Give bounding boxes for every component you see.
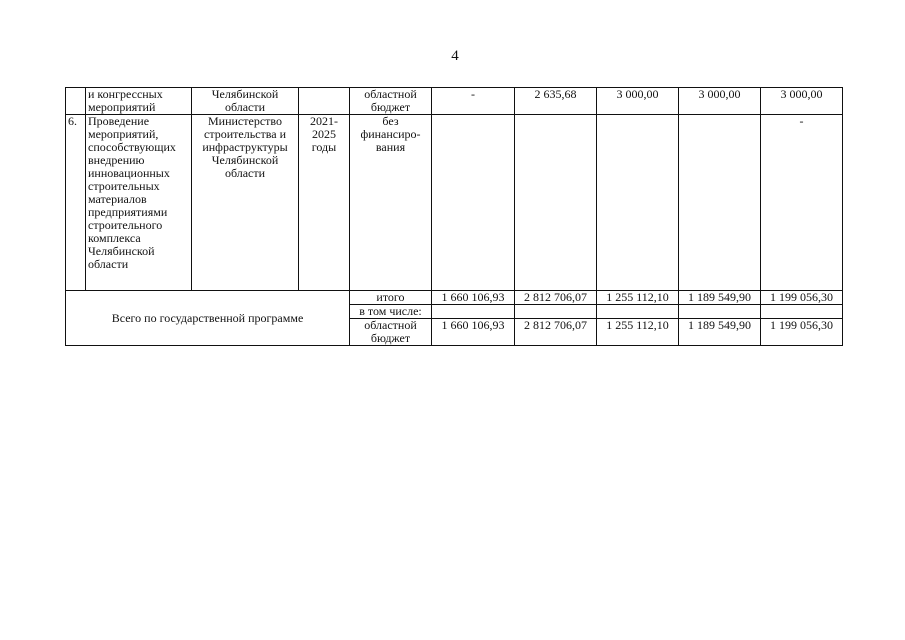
empty-cell bbox=[515, 305, 597, 319]
value-cell: 1 189 549,90 bbox=[679, 319, 761, 346]
value-cell bbox=[679, 115, 761, 291]
value-cell: - bbox=[432, 88, 515, 115]
including-label: в том числе: bbox=[350, 305, 432, 319]
period: 2021- 2025 годы bbox=[299, 115, 350, 291]
executor: Министерство строительства и инфраструктуры Челябинской области bbox=[192, 115, 299, 291]
funding-source: областной бюджет bbox=[350, 88, 432, 115]
value-cell: 1 199 056,30 bbox=[761, 291, 843, 305]
value-cell: 1 660 106,93 bbox=[432, 291, 515, 305]
value-cell: 1 255 112,10 bbox=[597, 319, 679, 346]
value-cell: 1 199 056,30 bbox=[761, 319, 843, 346]
table-row bbox=[66, 115, 843, 291]
value-cell bbox=[515, 115, 597, 291]
period bbox=[299, 88, 350, 115]
funding-source: без финансиро- вания bbox=[350, 115, 432, 291]
value-cell bbox=[432, 115, 515, 291]
budget-label: областной бюджет bbox=[350, 319, 432, 346]
itogo-label: итого bbox=[350, 291, 432, 305]
activity-name: Проведение мероприятий, способствующих внедрению инновационных строительных материалов предприятиями строительного комплекса Челябинской области bbox=[86, 115, 192, 291]
value-cell: 1 255 112,10 bbox=[597, 291, 679, 305]
value-cell: 2 812 706,07 bbox=[515, 291, 597, 305]
value-cell: 1 189 549,90 bbox=[679, 291, 761, 305]
total-row-itogo bbox=[66, 291, 843, 305]
empty-cell bbox=[761, 305, 843, 319]
value-cell: 3 000,00 bbox=[597, 88, 679, 115]
value-cell: - bbox=[761, 115, 843, 291]
value-cell: 1 660 106,93 bbox=[432, 319, 515, 346]
executor: Челябинской области bbox=[192, 88, 299, 115]
page-number: 4 bbox=[451, 48, 459, 64]
value-cell bbox=[597, 115, 679, 291]
total-label: Всего по государственной программе bbox=[66, 291, 350, 346]
value-cell: 3 000,00 bbox=[679, 88, 761, 115]
empty-cell bbox=[597, 305, 679, 319]
value-cell: 2 812 706,07 bbox=[515, 319, 597, 346]
value-cell: 3 000,00 bbox=[761, 88, 843, 115]
row-number bbox=[66, 88, 86, 115]
empty-cell bbox=[432, 305, 515, 319]
table-row bbox=[66, 88, 843, 115]
value-cell: 2 635,68 bbox=[515, 88, 597, 115]
row-number: 6. bbox=[66, 115, 86, 291]
activity-name: и конгрессных мероприятий bbox=[86, 88, 192, 115]
empty-cell bbox=[679, 305, 761, 319]
program-table bbox=[65, 87, 843, 346]
